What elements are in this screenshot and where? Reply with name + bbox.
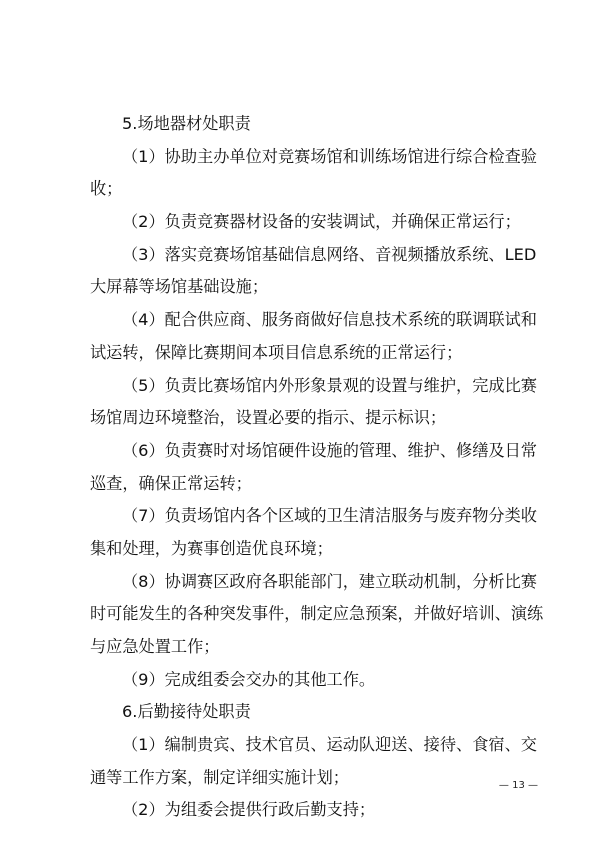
text-line: （6）负责赛时对场馆硬件设施的管理、维护、修缮及日常 <box>122 440 537 460</box>
text-line: （4）配合供应商、服务商做好信息技术系统的联调联试和 <box>122 310 537 330</box>
page-number: — 13 — <box>498 780 538 791</box>
text-line: 6.后勤接待处职责 <box>122 702 251 722</box>
text-line: 大屏幕等场馆基础设施； <box>90 277 269 297</box>
text-line: 与应急处置工作； <box>90 637 220 656</box>
text-line: （2）负责竞赛器材设备的安装调试，并确保正常运行； <box>122 212 521 232</box>
text-line: 试运转，保障比赛期间本项目信息系统的正常运行； <box>90 342 463 362</box>
text-line: 巡查，确保正常运转； <box>90 473 252 493</box>
text-line: 时可能发生的各种突发事件，制定应急预案，并做好培训、演练 <box>90 604 544 624</box>
text-line: （9）完成组委会交办的其他工作。 <box>122 669 376 689</box>
text-line: （3）落实竞赛场馆基础信息网络、音视频播放系统、LED <box>122 244 537 264</box>
text-line: （5）负责比赛场馆内外形象景观的设置与维护，完成比赛 <box>122 375 537 395</box>
text-line: 场馆周边环境整治，设置必要的指示、提示标识； <box>90 408 447 428</box>
text-line: （1）协助主办单位对竞赛场馆和训练场馆进行综合检查验 <box>122 146 537 166</box>
text-line: 通等工作方案，制定详细实施计划； <box>90 767 349 787</box>
text-line: 集和处理，为赛事创造优良环境； <box>90 538 333 558</box>
document-body <box>90 108 544 827</box>
text-line: 收； <box>90 179 123 199</box>
text-line: （1）编制贵宾、技术官员、运动队迎送、接待、食宿、交 <box>122 735 537 755</box>
text-line: （7）负责场馆内各个区域的卫生清洁服务与废弃物分类收 <box>122 506 537 526</box>
text-line: （8）协调赛区政府各职能部门，建立联动机制，分析比赛 <box>122 571 537 591</box>
text-line: 5.场地器材处职责 <box>122 114 251 133</box>
text-line: （2）为组委会提供行政后勤支持； <box>122 800 376 820</box>
